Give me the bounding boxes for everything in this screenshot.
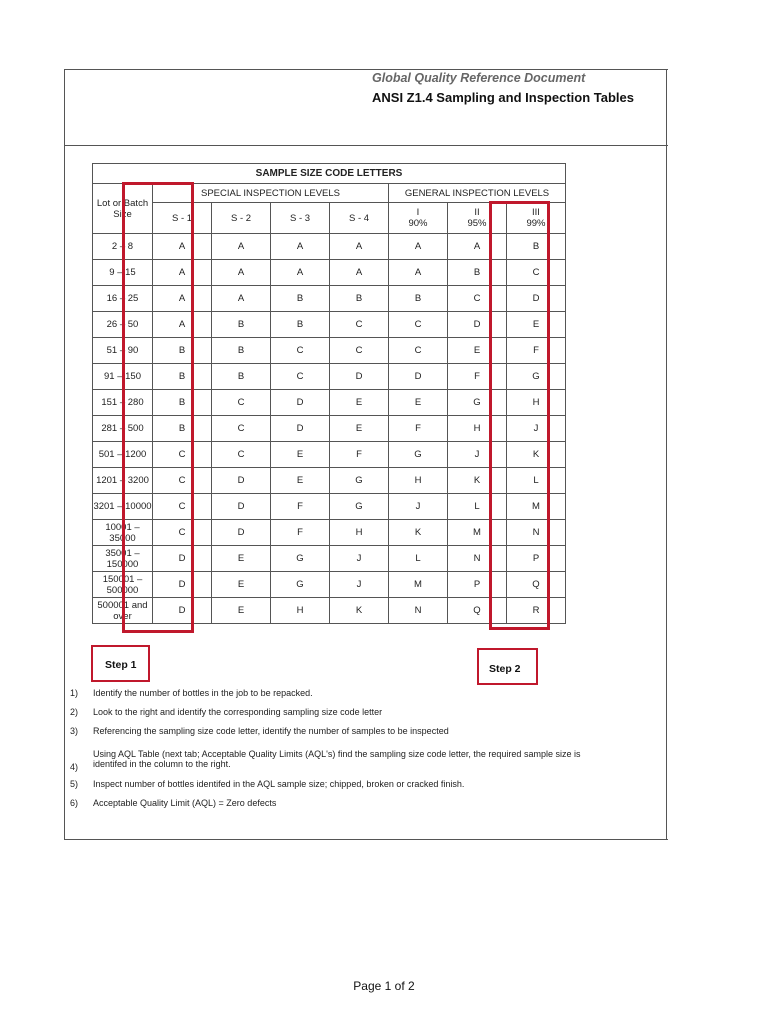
- code-letter-cell: A: [330, 234, 389, 260]
- code-letter-cell: B: [153, 416, 212, 442]
- step-1-callout: Step 1: [91, 645, 150, 682]
- lot-size-cell: 16 – 25: [93, 286, 153, 312]
- lot-size-header: Lot or Batch Size: [93, 184, 153, 234]
- code-letter-cell: G: [330, 494, 389, 520]
- level-s1: S - 1: [153, 203, 212, 234]
- code-letter-cell: N: [389, 598, 448, 624]
- code-letter-cell: H: [448, 416, 507, 442]
- code-letter-cell: B: [271, 286, 330, 312]
- code-letter-cell: D: [153, 572, 212, 598]
- step-2-callout: Step 2: [477, 648, 538, 685]
- level-ii-column-highlight: [489, 201, 550, 630]
- level-iii-label: III: [532, 207, 540, 218]
- instruction-text: Look to the right and identify the corresponding sampling size code letter: [93, 707, 383, 717]
- code-letter-cell: A: [389, 260, 448, 286]
- code-letter-cell: H: [389, 468, 448, 494]
- instruction-number: 6): [70, 798, 79, 808]
- code-letter-cell: E: [330, 390, 389, 416]
- code-letter-cell: G: [330, 468, 389, 494]
- level-s3: S - 3: [271, 203, 330, 234]
- code-letter-cell: J: [448, 442, 507, 468]
- level-i-pct: 90%: [408, 218, 428, 229]
- special-levels-header: SPECIAL INSPECTION LEVELS: [153, 184, 389, 203]
- table-title: SAMPLE SIZE CODE LETTERS: [93, 164, 566, 184]
- code-letter-cell: B: [389, 286, 448, 312]
- code-letter-cell: M: [389, 572, 448, 598]
- code-letter-cell: G: [448, 390, 507, 416]
- code-letter-cell: L: [389, 546, 448, 572]
- lot-column-highlight: [122, 182, 194, 633]
- code-letter-cell: J: [507, 416, 566, 442]
- code-letter-cell: A: [271, 260, 330, 286]
- lot-size-cell: 151 – 280: [93, 390, 153, 416]
- code-letter-cell: F: [271, 494, 330, 520]
- instruction-number: 1): [70, 688, 79, 698]
- code-letter-cell: D: [330, 364, 389, 390]
- code-letter-cell: Q: [507, 572, 566, 598]
- code-letter-cell: F: [330, 442, 389, 468]
- code-letter-cell: C: [212, 390, 271, 416]
- code-letter-cell: D: [389, 364, 448, 390]
- code-letter-cell: C: [153, 442, 212, 468]
- instruction-text: Identify the number of bottles in the job to be repacked.: [93, 688, 313, 698]
- instruction-text: Referencing the sampling size code letter, identify the number of samples to be inspected: [93, 726, 449, 736]
- code-letter-cell: C: [389, 312, 448, 338]
- code-letter-cell: C: [507, 260, 566, 286]
- frame-border: [666, 146, 667, 840]
- code-letter-cell: D: [212, 494, 271, 520]
- code-letter-cell: D: [448, 312, 507, 338]
- lot-size-cell: 10001 – 35000: [93, 520, 153, 546]
- instruction-item: [70, 726, 590, 749]
- code-letter-cell: C: [212, 442, 271, 468]
- code-letter-cell: F: [448, 364, 507, 390]
- code-letter-cell: J: [330, 572, 389, 598]
- code-letter-cell: P: [507, 546, 566, 572]
- instruction-item: [70, 749, 590, 779]
- code-letter-cell: B: [212, 338, 271, 364]
- instruction-text: Acceptable Quality Limit (AQL) = Zero defects: [93, 798, 277, 808]
- code-letter-cell: C: [153, 520, 212, 546]
- code-letter-cell: F: [389, 416, 448, 442]
- code-letter-cell: A: [212, 286, 271, 312]
- code-letter-cell: B: [153, 364, 212, 390]
- code-letter-cell: A: [212, 260, 271, 286]
- code-letter-cell: C: [212, 416, 271, 442]
- code-letter-cell: A: [271, 234, 330, 260]
- code-letter-cell: K: [507, 442, 566, 468]
- instruction-text: Inspect number of bottles identifed in the AQL sample size; chipped, broken or cracked finish.: [93, 779, 465, 789]
- code-letter-cell: E: [507, 312, 566, 338]
- code-letter-cell: A: [153, 260, 212, 286]
- code-letter-cell: D: [153, 546, 212, 572]
- level-i-label: I: [416, 207, 420, 218]
- code-letter-cell: G: [389, 442, 448, 468]
- code-letter-cell: K: [448, 468, 507, 494]
- code-letter-cell: C: [330, 312, 389, 338]
- code-letter-cell: F: [507, 338, 566, 364]
- code-letter-cell: E: [330, 416, 389, 442]
- code-letter-cell: C: [153, 494, 212, 520]
- instruction-text: Using AQL Table (next tab; Acceptable Quality Limits (AQL's) find the sampling size code letter, the required sample size is identifed in the column to the right.: [93, 749, 581, 769]
- level-s4: S - 4: [330, 203, 389, 234]
- code-letter-cell: D: [212, 468, 271, 494]
- code-letter-cell: E: [389, 390, 448, 416]
- code-letter-cell: C: [330, 338, 389, 364]
- lot-size-cell: 26 – 50: [93, 312, 153, 338]
- code-letter-cell: N: [507, 520, 566, 546]
- instruction-number: 5): [70, 779, 79, 789]
- code-letter-cell: A: [153, 234, 212, 260]
- code-letter-cell: E: [212, 598, 271, 624]
- instruction-item: [70, 779, 590, 798]
- code-letter-cell: E: [448, 338, 507, 364]
- code-letter-cell: C: [153, 468, 212, 494]
- code-letter-cell: K: [389, 520, 448, 546]
- level-iii-pct: 99%: [526, 218, 546, 229]
- code-letter-cell: E: [212, 572, 271, 598]
- page-number: Page 1 of 2: [353, 979, 415, 993]
- code-letter-cell: A: [153, 286, 212, 312]
- lot-size-cell: 2 – 8: [93, 234, 153, 260]
- code-letter-cell: A: [153, 312, 212, 338]
- instruction-number: 3): [70, 726, 79, 736]
- code-letter-cell: B: [153, 390, 212, 416]
- code-letter-cell: B: [507, 234, 566, 260]
- code-letter-cell: H: [330, 520, 389, 546]
- code-letter-cell: B: [212, 364, 271, 390]
- code-letter-cell: M: [448, 520, 507, 546]
- code-letter-cell: C: [271, 338, 330, 364]
- level-ii-pct: 95%: [467, 218, 487, 229]
- code-letter-cell: C: [389, 338, 448, 364]
- instruction-item: [70, 688, 590, 707]
- code-letter-cell: A: [389, 234, 448, 260]
- code-letter-cell: K: [330, 598, 389, 624]
- lot-size-cell: 1201 – 3200: [93, 468, 153, 494]
- code-letter-cell: D: [153, 598, 212, 624]
- code-letter-cell: B: [153, 338, 212, 364]
- code-letter-cell: A: [212, 234, 271, 260]
- code-letter-cell: C: [448, 286, 507, 312]
- code-letter-cell: D: [271, 390, 330, 416]
- instruction-item: [70, 798, 590, 817]
- general-levels-header: GENERAL INSPECTION LEVELS: [389, 184, 566, 203]
- lot-size-cell: 150001 – 500000: [93, 572, 153, 598]
- code-letter-cell: G: [271, 546, 330, 572]
- code-letter-cell: H: [507, 390, 566, 416]
- code-letter-cell: B: [448, 260, 507, 286]
- code-letter-cell: D: [507, 286, 566, 312]
- code-letter-cell: F: [271, 520, 330, 546]
- code-letter-cell: B: [271, 312, 330, 338]
- code-letter-cell: J: [389, 494, 448, 520]
- lot-size-cell: 281 – 500: [93, 416, 153, 442]
- document-subtitle: Global Quality Reference Document: [372, 71, 586, 85]
- code-letter-cell: B: [330, 286, 389, 312]
- instruction-number: 4): [70, 762, 79, 772]
- level-s2: S - 2: [212, 203, 271, 234]
- lot-size-cell: 51 – 90: [93, 338, 153, 364]
- frame-border: [666, 69, 667, 146]
- code-letter-cell: D: [212, 520, 271, 546]
- code-letter-cell: L: [448, 494, 507, 520]
- instruction-item: [70, 707, 590, 726]
- code-letter-cell: R: [507, 598, 566, 624]
- code-letter-cell: P: [448, 572, 507, 598]
- lot-size-cell: 9 – 15: [93, 260, 153, 286]
- lot-size-cell: 501 – 1200: [93, 442, 153, 468]
- lot-size-cell: 3201 – 10000: [93, 494, 153, 520]
- code-letter-cell: B: [212, 312, 271, 338]
- code-letter-cell: E: [212, 546, 271, 572]
- code-letter-cell: L: [507, 468, 566, 494]
- lot-size-cell: 500001 and over: [93, 598, 153, 624]
- lot-size-cell: 35001 – 150000: [93, 546, 153, 572]
- instruction-number: 2): [70, 707, 79, 717]
- code-letter-cell: A: [330, 260, 389, 286]
- code-letter-cell: A: [448, 234, 507, 260]
- level-i: [389, 203, 448, 234]
- document-title: ANSI Z1.4 Sampling and Inspection Tables: [372, 90, 634, 105]
- header-divider: [64, 145, 668, 146]
- code-letter-cell: J: [330, 546, 389, 572]
- level-ii-label: II: [474, 207, 480, 218]
- code-letter-cell: G: [271, 572, 330, 598]
- code-letter-cell: H: [271, 598, 330, 624]
- code-letter-cell: E: [271, 442, 330, 468]
- code-letter-cell: C: [271, 364, 330, 390]
- code-letter-cell: N: [448, 546, 507, 572]
- code-letter-cell: M: [507, 494, 566, 520]
- code-letter-cell: Q: [448, 598, 507, 624]
- instructions-list: [70, 688, 590, 817]
- lot-size-cell: 91 – 150: [93, 364, 153, 390]
- code-letter-cell: E: [271, 468, 330, 494]
- code-letter-cell: D: [271, 416, 330, 442]
- code-letter-cell: G: [507, 364, 566, 390]
